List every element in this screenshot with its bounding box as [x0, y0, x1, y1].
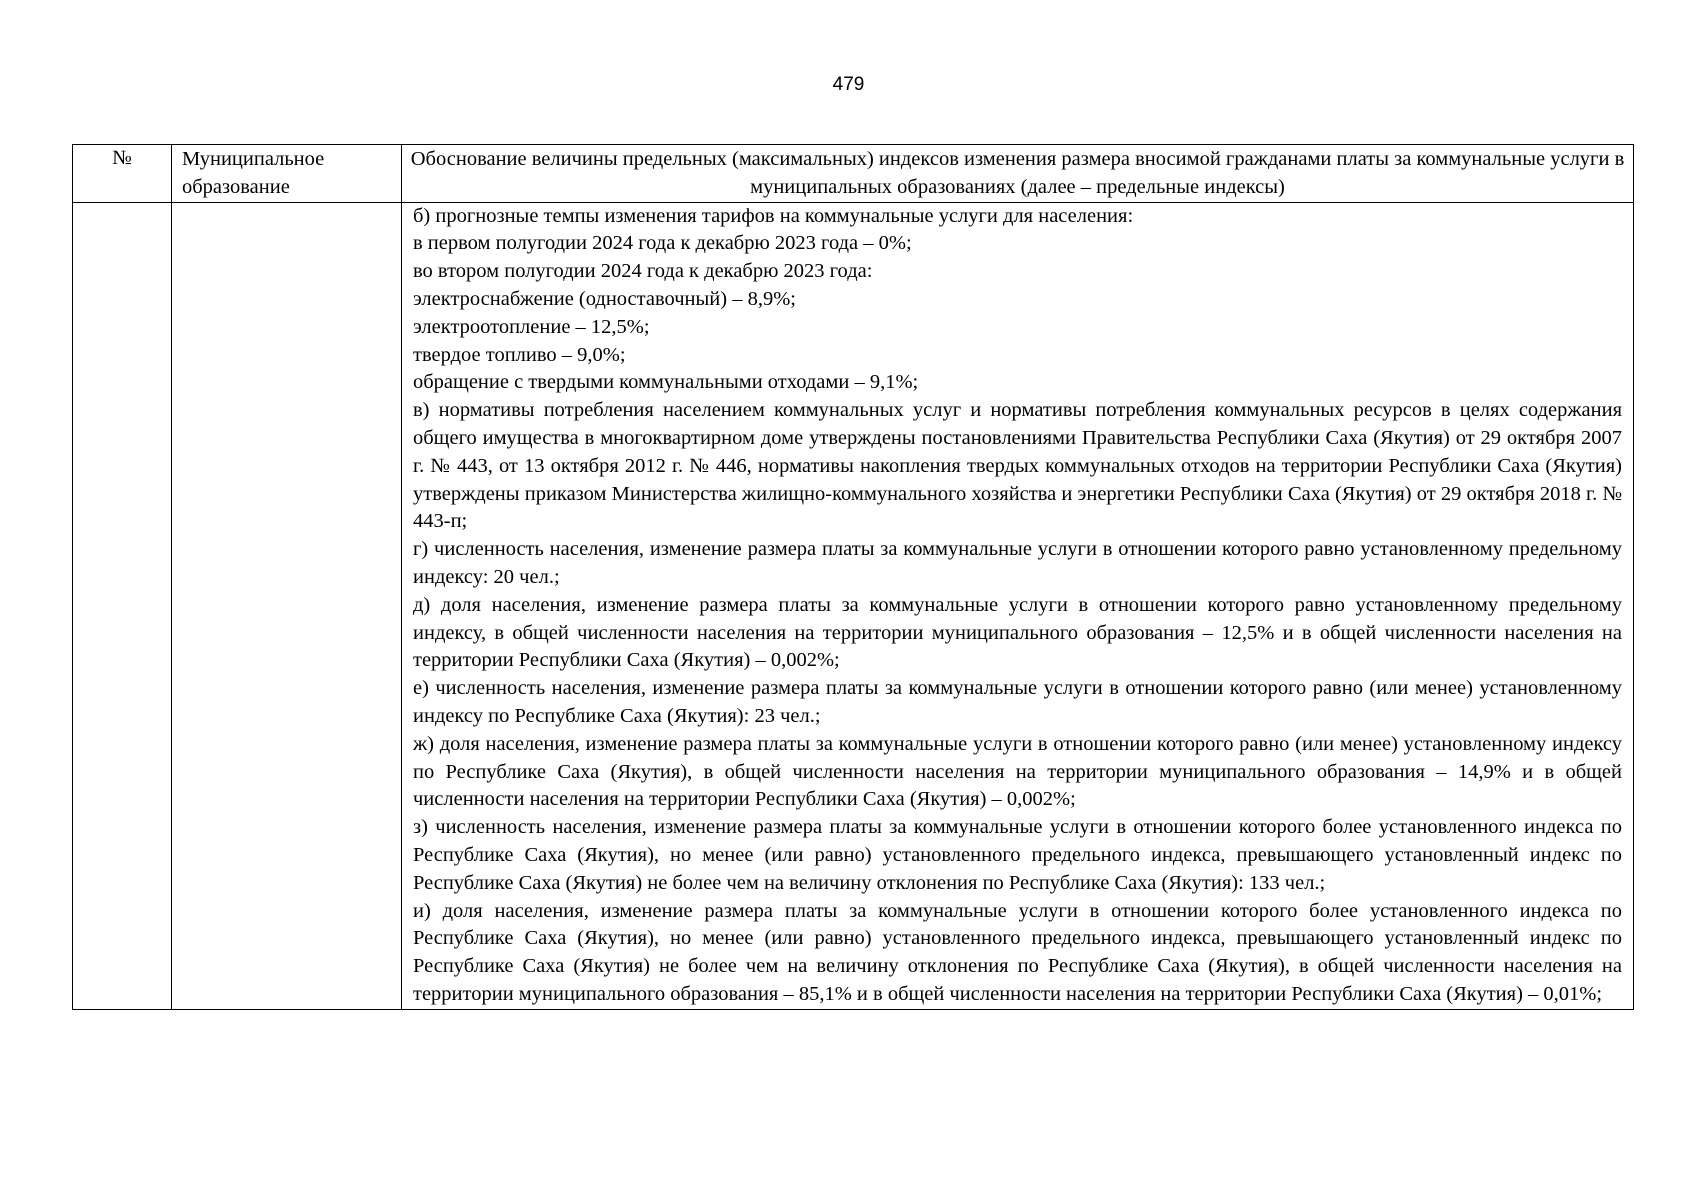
paragraph-second-half: во втором полугодии 2024 года к декабрю 2023 года: — [413, 260, 873, 283]
paragraph-z: з) численность населения, изменение размера платы за коммунальные услуги в отношении которого более установленного индекса по Республике Саха (Якутия), но менее (или равно) установленного предельного индекса, превышающего установленный индекс по Республике Саха (Якутия) не более чем на величину отклонения по Республике Саха (Якутия): 133 чел.; — [413, 816, 1622, 894]
paragraph-first-half: в первом полугодии 2024 года к декабрю 2023 года – 0%; — [413, 232, 912, 255]
paragraph-d: д) доля населения, изменение размера платы за коммунальные услуги в отношении которого равно установленному предельному индексу, в общей численности населения на территории муниципального образования – 12,5% и в общей численности населения на территории Республики Саха (Якутия) – 0,002%; — [413, 593, 1622, 672]
paragraph-i: и) доля населения, изменение размера платы за коммунальные услуги в отношении которого более установленного индекса по Республике Саха (Якутия), но менее (или равно) установленного предельного индекса, превышающего установленный индекс по Республике Саха (Якутия) не более чем на величину отклонения по Республике Саха (Якутия), в общей численности населения на территории муниципального образования – 85,1% и в общей численности населения на территории Республики Саха (Якутия) – 0,01%; — [413, 899, 1622, 1005]
paragraph-v: в) нормативы потребления населением коммунальных услуг и нормативы потребления коммунальных ресурсов в целях содержания общего имущества в многоквартирном доме утверждены постановлениями Правительства Республики Саха (Якутия) от 29 октября 2007 г. № 443, от 13 октября 2012 г. № 446, нормативы накопления твердых коммунальных отходов на территории Республики Саха (Якутия) утверждены приказом Министерства жилищно-коммунального хозяйства и энергетики Республики Саха (Якутия) от 29 октября 2018 г. № 443-п; — [413, 399, 1622, 533]
paragraph-waste: обращение с твердыми коммунальными отходами – 9,1%; — [413, 371, 919, 394]
paragraph-e: е) численность населения, изменение размера платы за коммунальные услуги в отношении которого равно (или менее) установленному индексу по Республике Саха (Якутия): 23 чел.; — [413, 677, 1622, 727]
cell-number — [73, 202, 172, 1009]
paragraph-electric-heating: электроотопление – 12,5%; — [413, 315, 650, 338]
paragraph-solid-fuel: твердое топливо – 9,0%; — [413, 343, 626, 366]
paragraph-b: б) прогнозные темпы изменения тарифов на коммунальные услуги для населения: — [413, 204, 1134, 227]
table-body — [73, 202, 1634, 1009]
table-header — [73, 145, 1634, 203]
cell-justification — [402, 202, 1634, 1009]
paragraph-g: г) численность населения, изменение размера платы за коммунальные услуги в отношении которого равно установленному предельному индексу: 20 чел.; — [413, 538, 1622, 588]
header-row — [73, 145, 1634, 203]
header-municipality: Муниципальное образование — [172, 145, 402, 203]
paragraph-electricity: электроснабжение (одноставочный) – 8,9%; — [413, 287, 796, 310]
table-row — [73, 202, 1634, 1009]
indices-table — [72, 144, 1634, 1010]
paragraph-zh: ж) доля населения, изменение размера платы за коммунальные услуги в отношении которого равно (или менее) установленному индексу по Республике Саха (Якутия), в общей численности населения на территории муниципального образования – 14,9% и в общей численности населения на территории Республики Саха (Якутия) – 0,002%; — [413, 732, 1622, 811]
header-number: № — [73, 145, 172, 203]
cell-municipality — [172, 202, 402, 1009]
page-number: 479 — [832, 74, 865, 95]
header-justification: Обоснование величины предельных (максимальных) индексов изменения размера вносимой гражданами платы за коммунальные услуги в муниципальных образованиях (далее – предельные индексы) — [402, 145, 1634, 203]
